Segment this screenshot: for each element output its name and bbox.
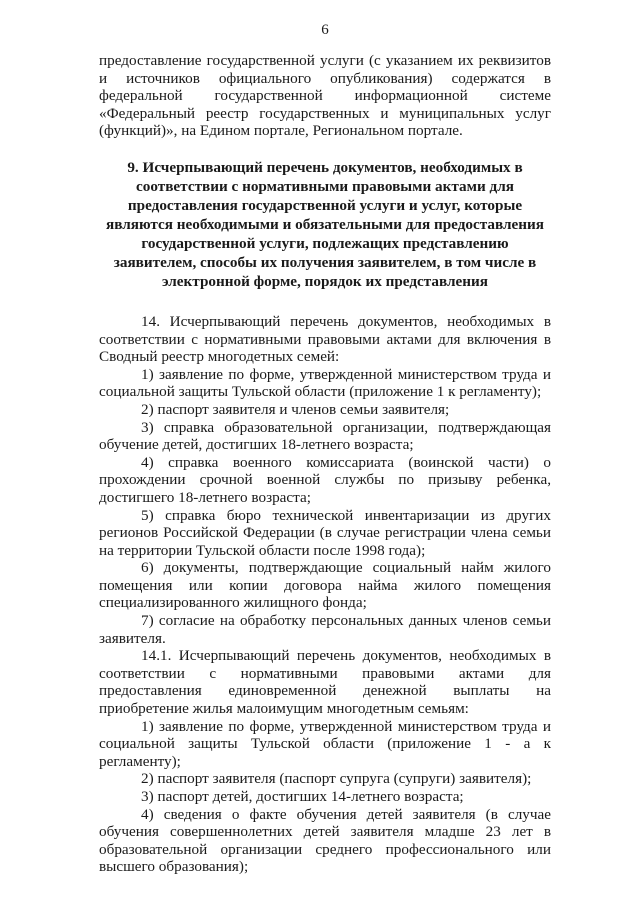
paragraph-14: 14. Исчерпывающий перечень документов, необходимых в соответствии с нормативными правовыми актами для включения в Сводный реестр многодетных семей: <box>99 312 551 366</box>
section-heading-block <box>99 158 551 291</box>
list-item: 1) заявление по форме, утвержденной министерством труда и социальной защиты Тульской области (приложение 1 - а к регламенту); <box>99 717 551 770</box>
intro-paragraph: предоставление государственной услуги (с указанием их реквизитов и источников официального опубликования) содержатся в федеральной государственной информационной системе «Федеральный реестр государственных и муниципальных услуг (функций)», на Едином портале, Региональном портале. <box>99 52 551 140</box>
list-item: 3) справка образовательной организации, подтверждающая обучение детей, достигших 18-летнего возраста; <box>99 418 551 454</box>
paragraph-14-1: 14.1. Исчерпывающий перечень документов, необходимых в соответствии с нормативными правовыми актами для предоставления единовременной денежной выплаты на приобретение жилья малоимущим многодетным семьям: <box>99 647 551 718</box>
list-item: 1) заявление по форме, утвержденной министерством труда и социальной защиты Тульской области (приложение 1 к регламенту); <box>99 365 551 401</box>
document-body <box>99 52 551 876</box>
list-item: 4) сведения о факте обучения детей заявителя (в случае обучения совершеннолетних детей заявителя младше 23 лет в образовательной организации среднего профессионального или высшего образования); <box>99 805 551 876</box>
list-item: 7) согласие на обработку персональных данных членов семьи заявителя. <box>99 612 551 647</box>
list-item: 4) справка военного комиссариата (воинской части) о прохождении срочной военной службы по призыву ребенка, достигшего 18-летнего возраста; <box>99 453 551 506</box>
list-item: 2) паспорт заявителя и членов семьи заявителя; <box>141 400 450 418</box>
section-heading: 9. Исчерпывающий перечень документов, необходимых в соответствии с нормативными правовыми актами для предоставления государственной услуги и услуг, которые являются необходимыми и обязательными для предоставления государственной услуги, подлежащих представлению заявителем, способы их получения заявителем, в том числе в электронной форме, порядок их представления <box>106 158 544 290</box>
page-number: 6 <box>321 22 329 38</box>
list-item: 6) документы, подтверждающие социальный найм жилого помещения или копии договора найма жилого помещения специализированного жилищного фонда; <box>99 559 551 612</box>
list-item: 5) справка бюро технической инвентаризации из других регионов Российской Федерации (в случае регистрации члена семьи на территории Тульской области после 1998 года); <box>99 506 551 559</box>
paragraph-list <box>99 313 551 876</box>
list-item: 3) паспорт детей, достигших 14-летнего возраста; <box>141 788 464 805</box>
list-item: 2) паспорт заявителя (паспорт супруга (супруги) заявителя); <box>141 770 532 788</box>
